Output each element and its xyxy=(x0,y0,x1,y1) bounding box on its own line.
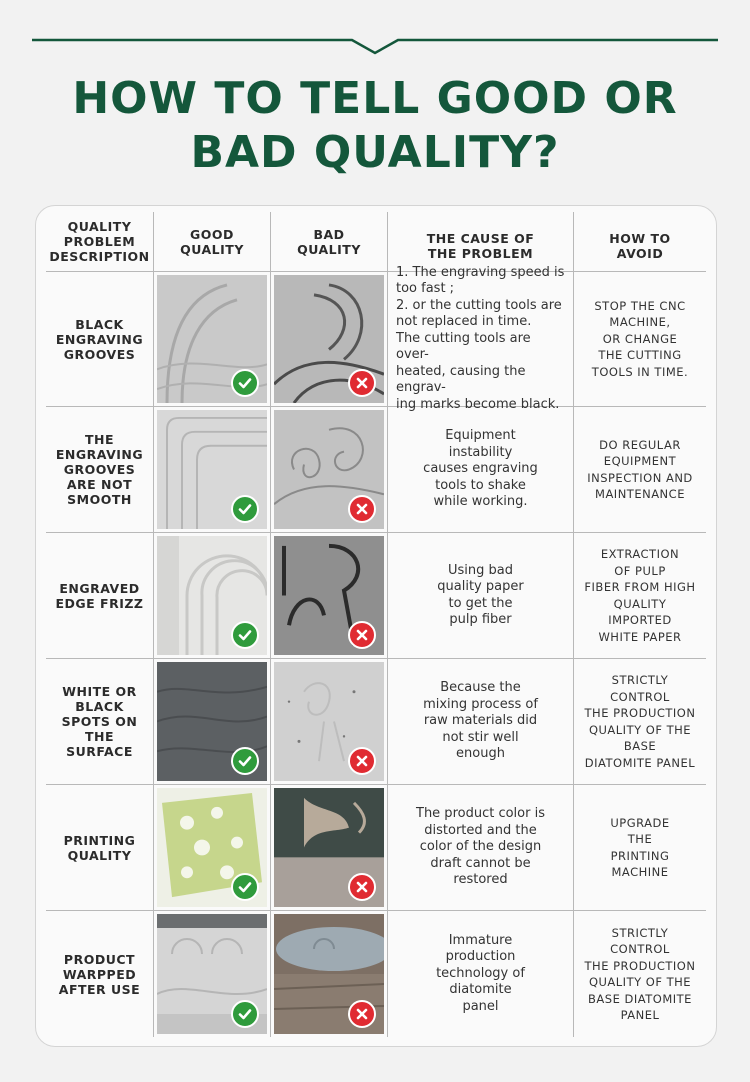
avoid-advice: UPGRADE THE PRINTING MACHINE xyxy=(610,815,670,879)
bad-quality-photo xyxy=(271,533,388,658)
bad-quality-photo xyxy=(271,407,388,532)
header-avoid: HOW TO AVOID xyxy=(609,230,671,261)
cross-icon xyxy=(348,621,376,649)
problem-description: WHITE OR BLACK SPOTS ON THE SURFACE xyxy=(46,659,154,784)
avoid-advice: STRICTLY CONTROL THE PRODUCTION QUALITY OF THE BASE DIATOMITE PANEL xyxy=(584,673,696,770)
problem-description: ENGRAVED EDGE FRIZZ xyxy=(46,533,154,658)
cross-icon xyxy=(348,495,376,523)
table-row xyxy=(46,911,706,1037)
header-bad-quality: BAD QUALITY xyxy=(271,212,388,271)
good-quality-photo xyxy=(154,407,271,532)
problem-description: PRINTING QUALITY xyxy=(46,785,154,910)
header-divider xyxy=(32,38,718,42)
problem-cause: The product color is distorted and the color of the design draft cannot be restored xyxy=(388,785,574,910)
bad-quality-photo xyxy=(271,272,388,406)
bad-quality-photo xyxy=(271,785,388,910)
cross-icon xyxy=(348,873,376,901)
header-cause: THE CAUSE OF THE PROBLEM xyxy=(388,212,574,271)
table-row xyxy=(46,659,706,785)
problem-cause: 1. The engraving speed is too fast ; 2. or the cutting tools are not replaced in time. The cutting tools are over- heated, causing the engrav- ing marks become black. xyxy=(388,272,574,406)
avoid-advice: DO REGULAR EQUIPMENT INSPECTION AND MAINTENANCE xyxy=(587,437,693,501)
problem-cause: Equipment instability causes engraving tools to shake while working. xyxy=(388,407,574,532)
problem-cause: Immature production technology of diatomite panel xyxy=(388,911,574,1037)
problem-cause: Because the mixing process of raw materials did not stir well enough xyxy=(388,659,574,784)
problem-description: BLACK ENGRAVING GROOVES xyxy=(46,272,154,406)
cross-icon xyxy=(348,747,376,775)
check-icon xyxy=(231,747,259,775)
avoid-advice: STRICTLY CONTROL THE PRODUCTION QUALITY OF THE BASE DIATOMITE PANEL xyxy=(584,925,696,1022)
check-icon xyxy=(231,873,259,901)
check-icon xyxy=(231,621,259,649)
table-row xyxy=(46,533,706,659)
avoid-advice: EXTRACTION OF PULP FIBER FROM HIGH QUALITY IMPORTED WHITE PAPER xyxy=(584,547,696,644)
check-icon xyxy=(231,1000,259,1028)
good-quality-photo xyxy=(154,272,271,406)
header-description: QUALITY PROBLEM DESCRIPTION xyxy=(46,212,154,271)
problem-cause: Using bad quality paper to get the pulp fiber xyxy=(388,533,574,658)
cross-icon xyxy=(348,1000,376,1028)
table-row xyxy=(46,407,706,533)
good-quality-photo xyxy=(154,659,271,784)
avoid-advice: STOP THE CNC MACHINE, OR CHANGE THE CUTTING TOOLS IN TIME. xyxy=(591,298,689,379)
bad-quality-photo xyxy=(271,911,388,1037)
header-good-quality: GOOD QUALITY xyxy=(154,212,271,271)
cross-icon xyxy=(348,369,376,397)
problem-description: THE ENGRAVING GROOVES ARE NOT SMOOTH xyxy=(46,407,154,532)
problem-description: PRODUCT WARPPED AFTER USE xyxy=(46,911,154,1037)
check-icon xyxy=(231,495,259,523)
table-row xyxy=(46,785,706,911)
good-quality-photo xyxy=(154,785,271,910)
page-title: HOW TO TELL GOOD OR BAD QUALITY? xyxy=(72,73,678,178)
bad-quality-photo xyxy=(271,659,388,784)
good-quality-photo xyxy=(154,533,271,658)
table-row xyxy=(46,264,706,412)
comparison-table-panel xyxy=(35,205,717,1047)
good-quality-photo xyxy=(154,911,271,1037)
table-header-row xyxy=(46,212,706,272)
check-icon xyxy=(231,369,259,397)
comparison-table xyxy=(46,212,706,1037)
